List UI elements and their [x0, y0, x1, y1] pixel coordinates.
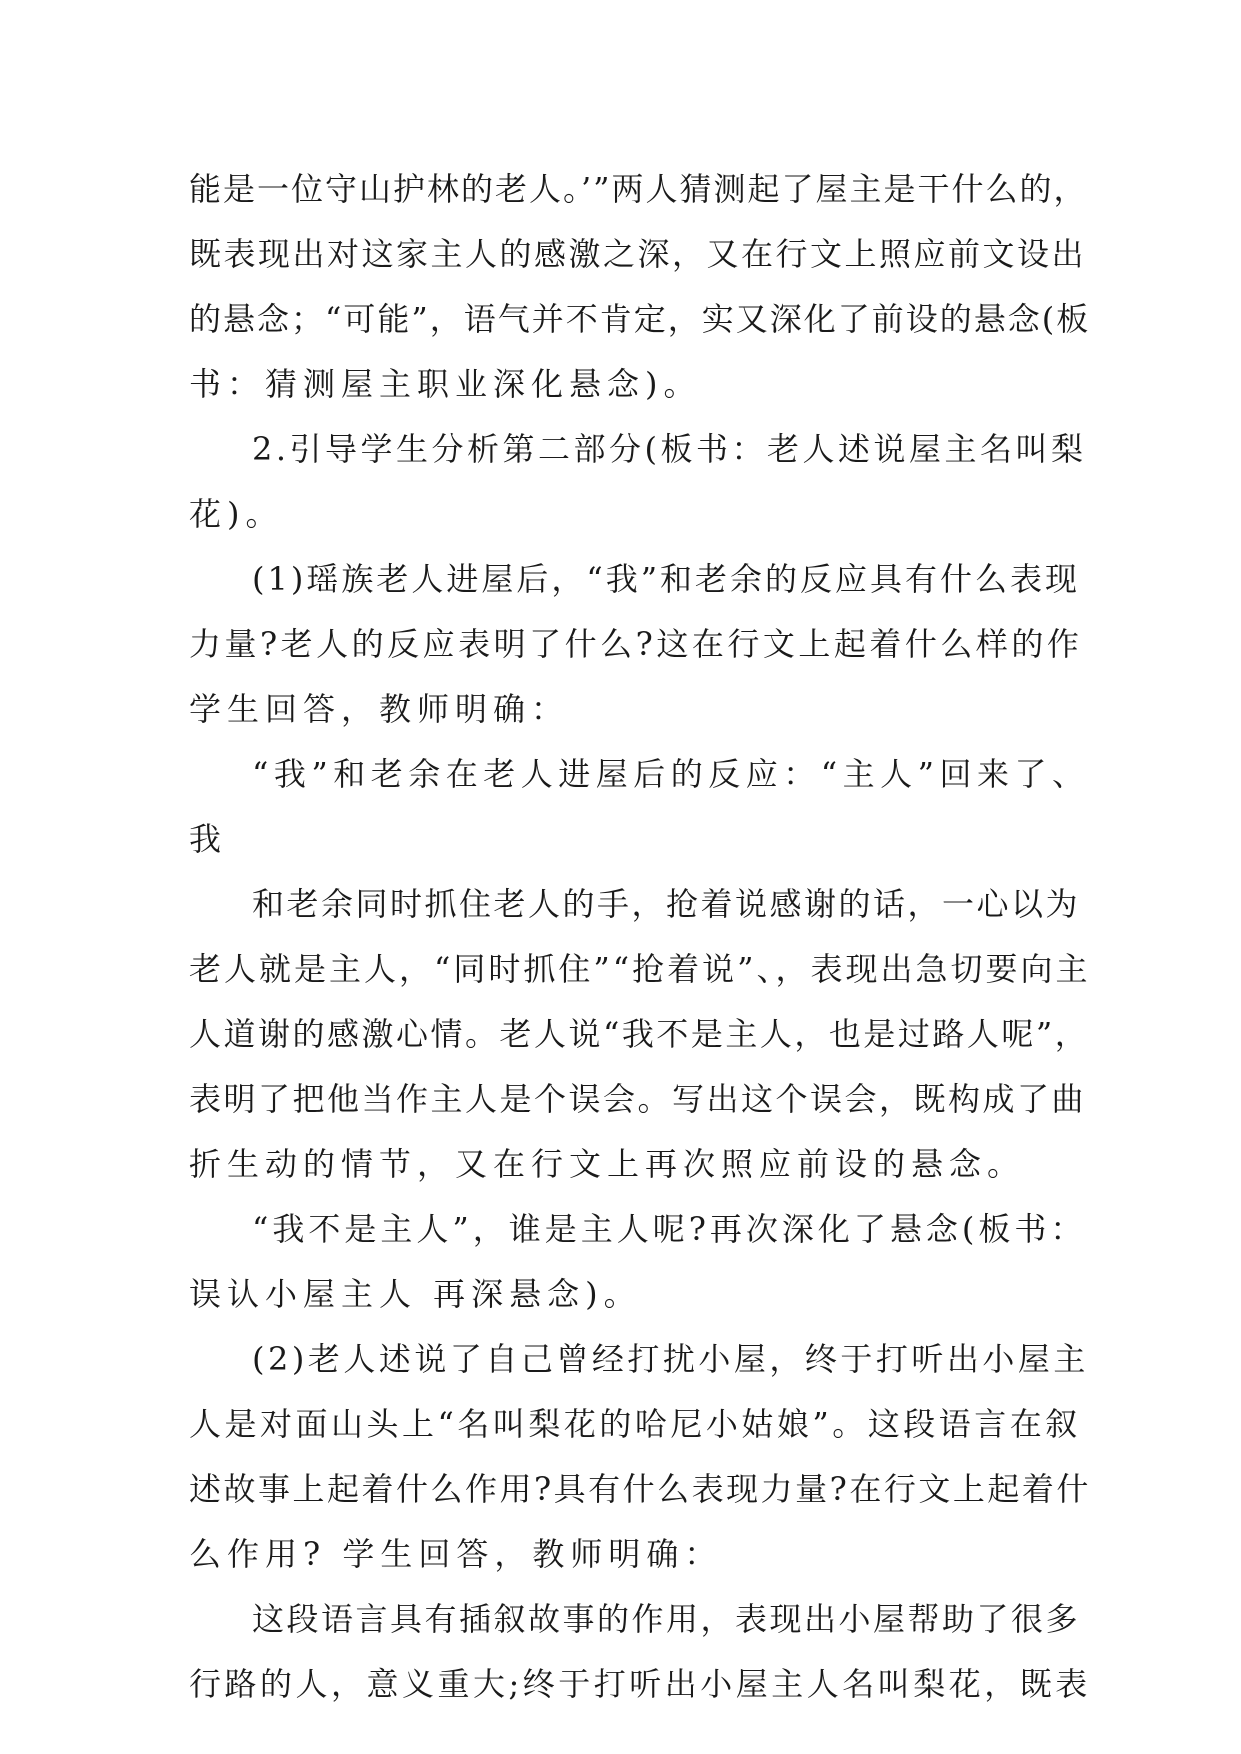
text-line: 书：猜测屋主职业深化悬念)。 — [189, 365, 702, 403]
text-line: “我不是主人”，谁是主人呢?再次深化了悬念(板书： — [252, 1210, 1087, 1248]
text-line: (2)老人述说了自己曾经打扰小屋，终于打听出小屋主 — [252, 1340, 1089, 1378]
text-line: 么作用? 学生回答，教师明确： — [189, 1535, 723, 1573]
text-line: 这段语言具有插叙故事的作用，表现出小屋帮助了很多 — [252, 1600, 1081, 1638]
text-line: “我”和老余在老人进屋后的反应：“主人”回来了、 — [252, 755, 1090, 793]
text-line: (1)瑶族老人进屋后，“我”和老余的反应具有什么表现 — [252, 560, 1081, 598]
text-line: 述故事上起着什么作用?具有什么表现力量?在行文上起着什 — [189, 1470, 1091, 1508]
text-line: 人道谢的感激心情。老人说“我不是主人，也是过路人呢”， — [189, 1015, 1090, 1053]
text-line: 的悬念；“可能”，语气并不肯定，实又深化了前设的悬念(板 — [189, 300, 1091, 338]
text-line: 2.引导学生分析第二部分(板书：老人述说屋主名叫梨 — [252, 430, 1087, 468]
text-line: 人是对面山头上“名叫梨花的哈尼小姑娘”。这段语言在叙 — [189, 1405, 1081, 1443]
text-line: 折生动的情节，又在行文上再次照应前设的悬念。 — [189, 1145, 1026, 1183]
text-line: 老人就是主人，“同时抓住”“抢着说”、，表现出急切要向主 — [189, 950, 1091, 988]
text-line: 能是一位守山护林的老人。’”两人猜测起了屋主是干什么的， — [189, 170, 1088, 208]
text-line: 我 — [189, 820, 228, 858]
text-line: 行路的人，意义重大;终于打听出小屋主人名叫梨花，既表 — [189, 1665, 1091, 1703]
text-line: 表明了把他当作主人是个误会。写出这个误会，既构成了曲 — [189, 1080, 1087, 1118]
text-line: 花)。 — [189, 495, 284, 533]
text-line: 误认小屋主人 再深悬念)。 — [189, 1275, 642, 1313]
text-line: 学生回答，教师明确： — [189, 690, 570, 728]
text-line: 力量?老人的反应表明了什么?这在行文上起着什么样的作 — [189, 625, 1083, 663]
text-line: 和老余同时抓住老人的手，抢着说感谢的话，一心以为 — [252, 885, 1081, 923]
text-line: 既表现出对这家主人的感激之深，又在行文上照应前文设出 — [189, 235, 1087, 273]
